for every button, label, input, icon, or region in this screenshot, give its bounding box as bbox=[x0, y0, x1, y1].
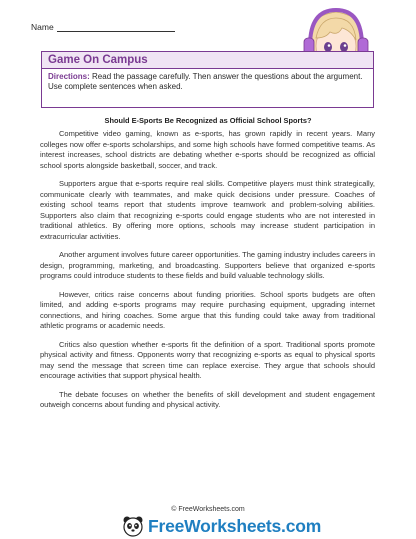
passage-paragraph: Critics also question whether e-sports fit the definition of a sport. Traditional sports promote physical activity and fitness. Opponents worry that recognizing e-sports as equal to physical sports may send the message that screen time can replace exercise. They argue that schools should encourage activities that support physical health. bbox=[40, 339, 375, 380]
panda-logo-icon bbox=[122, 515, 144, 537]
footer-brand-logo[interactable] bbox=[122, 515, 321, 537]
passage-paragraph: Supporters argue that e-sports require real skills. Competitive players must think strategically, communicate clearly with teammates, and make quick decisions under pressure. Coaches of existing school teams report that students improve teamwork and problem-solving abilities. Supporters also claim that recognizing e-sports could engage students who are not interested in traditional athletics. By offering more options, schools may increase student participation in extracurricular activities. bbox=[40, 179, 375, 241]
worksheet-title: Game On Campus bbox=[48, 54, 148, 66]
name-label: Name bbox=[31, 22, 54, 32]
title-bar bbox=[42, 52, 373, 69]
name-blank-line[interactable] bbox=[57, 23, 175, 32]
passage-title: Should E-Sports Be Recognized as Official School Sports? bbox=[104, 116, 312, 125]
passage-paragraph: However, critics raise concerns about funding priorities. School sports budgets are often limited, and adding e-sports programs may require purchasing equipment, upgrading internet connections, and hiring coaches. Some argue that this funding could take away from traditional athletic programs or academic needs. bbox=[40, 289, 375, 330]
brand-name: FreeWorksheets.com bbox=[148, 515, 322, 536]
passage-paragraph: Another argument involves future career opportunities. The gaming industry includes careers in design, programming, marketing, and broadcasting. Supporters believe that organized e-sports programs could introduce students to these fields and build valuable technology skills. bbox=[40, 250, 375, 280]
name-field-row bbox=[31, 22, 175, 32]
footer bbox=[0, 506, 416, 539]
footer-copyright-link[interactable]: © FreeWorksheets.com bbox=[171, 506, 245, 513]
title-directions-box bbox=[41, 51, 374, 108]
passage-paragraph: The debate focuses on whether the benefits of skill development and student engagement outweigh concerns about funding and physical activity. bbox=[40, 389, 375, 409]
passage-body bbox=[40, 129, 375, 419]
directions-label: Directions: bbox=[48, 72, 90, 81]
passage-paragraph: Competitive video gaming, known as e-sports, has grown rapidly in recent years. Many colleges now offer e-sports scholarships, and some high schools have formed competitive teams. As interest increases, school districts are debating whether e-sports should be recognized as official school sports alongside basketball, soccer, and track. bbox=[40, 129, 375, 170]
directions-text bbox=[42, 69, 373, 93]
directions-body: Read the passage carefully. Then answer the questions about the argument. Use complete sentences when asked. bbox=[48, 72, 363, 92]
